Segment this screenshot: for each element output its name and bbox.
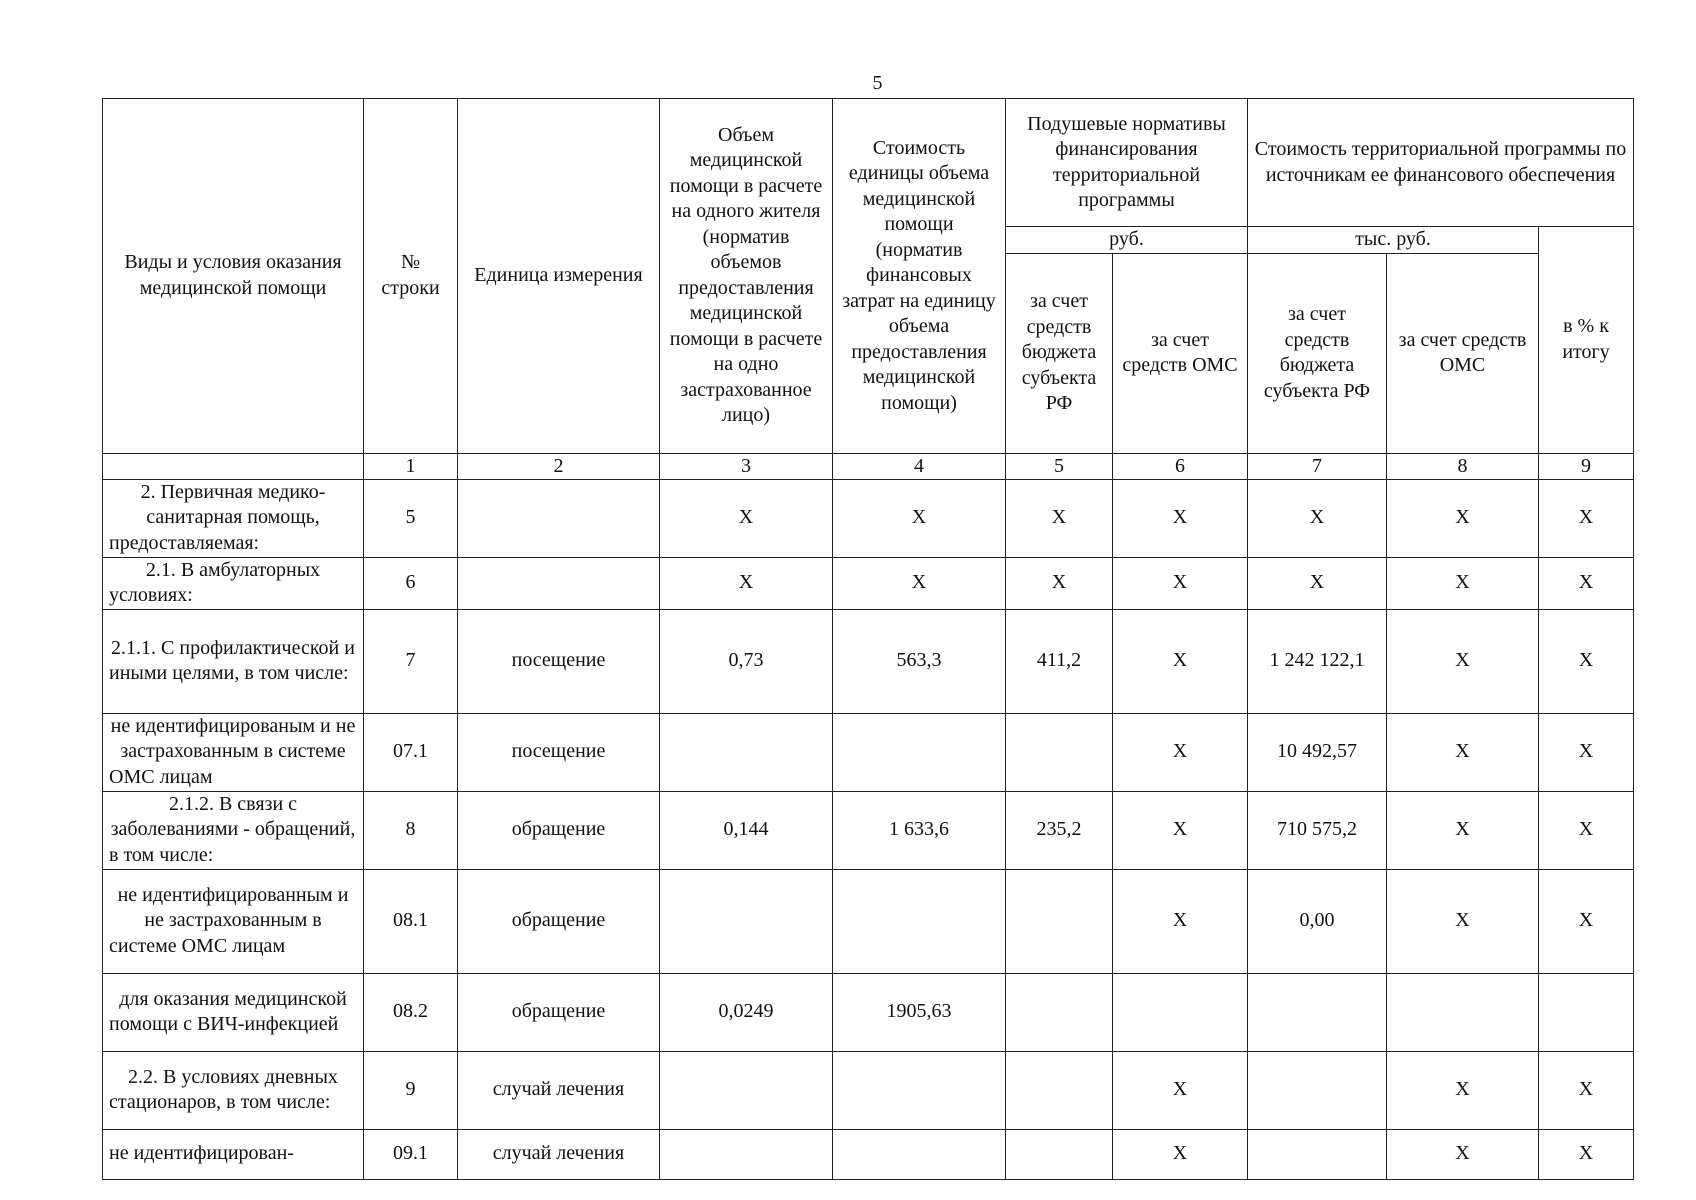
cell-percent: X [1539, 609, 1634, 713]
cell-budget-rub [1006, 973, 1113, 1051]
cell-oms-thousand: X [1387, 791, 1539, 869]
cell-volume: X [660, 479, 833, 557]
row-name: не идентифицирован- [103, 1129, 364, 1179]
cell-oms-thousand: X [1387, 557, 1539, 609]
territorial-program-table [102, 98, 1634, 1180]
row-name: 2.1.1. С профилактической и иными целями, в том числе: [103, 609, 364, 713]
row-number: 6 [364, 557, 458, 609]
column-number: 6 [1113, 453, 1248, 479]
table-row [103, 713, 1634, 791]
row-number: 7 [364, 609, 458, 713]
cell-volume [660, 713, 833, 791]
cell-cost-unit: X [833, 479, 1006, 557]
cell-oms-rub: X [1113, 1129, 1248, 1179]
cell-volume: 0,144 [660, 791, 833, 869]
column-number: 3 [660, 453, 833, 479]
cell-oms-thousand: X [1387, 713, 1539, 791]
header-col-unit: Единица измерения [458, 99, 660, 454]
table-row [103, 1051, 1634, 1129]
cell-percent: X [1539, 791, 1634, 869]
row-number: 08.1 [364, 869, 458, 973]
cell-volume [660, 1051, 833, 1129]
column-numbers-row [103, 453, 1634, 479]
row-number: 08.2 [364, 973, 458, 1051]
cell-budget-thousand [1248, 973, 1387, 1051]
cell-oms-rub: X [1113, 557, 1248, 609]
column-number: 5 [1006, 453, 1113, 479]
header-col-volume: Объем медицинской помощи в расчете на одного жителя (норматив объемов предоставления медицинской помощи в расчете на одно застрахованное лицо) [660, 99, 833, 454]
row-unit: случай лечения [458, 1051, 660, 1129]
cell-budget-thousand: 0,00 [1248, 869, 1387, 973]
cell-cost-unit [833, 1129, 1006, 1179]
cell-percent: X [1539, 869, 1634, 973]
table-row [103, 557, 1634, 609]
row-name: не идентифицированым и не застрахованным в системе ОМС лицам [103, 713, 364, 791]
cell-oms-rub: X [1113, 869, 1248, 973]
cell-percent: X [1539, 1129, 1634, 1179]
cell-oms-rub: X [1113, 479, 1248, 557]
cell-budget-thousand [1248, 1129, 1387, 1179]
header-group-percapita: Подушевые нормативы финансирования территориальной программы [1006, 99, 1248, 227]
column-number: 8 [1387, 453, 1539, 479]
cell-budget-rub: X [1006, 479, 1113, 557]
row-number: 9 [364, 1051, 458, 1129]
cell-oms-thousand [1387, 973, 1539, 1051]
header-col-cost-unit: Стоимость единицы объема медицинской помощи (норматив финансовых затрат на единицу объема предоставления медицинской помощи) [833, 99, 1006, 454]
cell-budget-thousand: 1 242 122,1 [1248, 609, 1387, 713]
row-unit: посещение [458, 713, 660, 791]
row-name: 2. Первичная медико-санитарная помощь, предоставляемая: [103, 479, 364, 557]
cell-volume: 0,73 [660, 609, 833, 713]
cell-budget-rub: X [1006, 557, 1113, 609]
header-sub-oms-6: за счет средств ОМС [1113, 253, 1248, 453]
table-row [103, 479, 1634, 557]
cell-budget-rub [1006, 869, 1113, 973]
cell-cost-unit: 1 633,6 [833, 791, 1006, 869]
cell-oms-thousand: X [1387, 1051, 1539, 1129]
column-number [103, 453, 364, 479]
cell-cost-unit [833, 869, 1006, 973]
cell-volume [660, 1129, 833, 1179]
cell-cost-unit [833, 713, 1006, 791]
row-name: для оказания медицинской помощи с ВИЧ-инфекцией [103, 973, 364, 1051]
cell-budget-rub [1006, 713, 1113, 791]
table-row [103, 609, 1634, 713]
cell-percent: X [1539, 1051, 1634, 1129]
cell-oms-rub: X [1113, 609, 1248, 713]
header-unit-rub: руб. [1006, 227, 1248, 254]
cell-percent: X [1539, 479, 1634, 557]
cell-volume: 0,0249 [660, 973, 833, 1051]
cell-percent: X [1539, 713, 1634, 791]
row-name: 2.2. В условиях дневных стационаров, в том числе: [103, 1051, 364, 1129]
cell-oms-thousand: X [1387, 609, 1539, 713]
column-number: 2 [458, 453, 660, 479]
row-number: 5 [364, 479, 458, 557]
column-number: 1 [364, 453, 458, 479]
cell-oms-rub: X [1113, 713, 1248, 791]
row-unit: обращение [458, 869, 660, 973]
cell-budget-thousand [1248, 1051, 1387, 1129]
cell-budget-rub: 411,2 [1006, 609, 1113, 713]
row-unit: посещение [458, 609, 660, 713]
table-row [103, 791, 1634, 869]
row-name: 2.1.2. В связи с заболеваниями - обращений, в том числе: [103, 791, 364, 869]
cell-percent [1539, 973, 1634, 1051]
cell-oms-thousand: X [1387, 1129, 1539, 1179]
cell-cost-unit [833, 1051, 1006, 1129]
cell-cost-unit: 563,3 [833, 609, 1006, 713]
cell-percent: X [1539, 557, 1634, 609]
cell-budget-thousand: X [1248, 557, 1387, 609]
column-number: 4 [833, 453, 1006, 479]
table-row [103, 973, 1634, 1051]
cell-budget-rub [1006, 1129, 1113, 1179]
cell-budget-thousand: 10 492,57 [1248, 713, 1387, 791]
column-number: 9 [1539, 453, 1634, 479]
header-sub-oms-8: за счет средств ОМС [1387, 253, 1539, 453]
cell-oms-rub: X [1113, 1051, 1248, 1129]
row-number: 09.1 [364, 1129, 458, 1179]
cell-budget-rub [1006, 1051, 1113, 1129]
header-col-row-no: № строки [364, 99, 458, 454]
row-unit [458, 479, 660, 557]
cell-volume [660, 869, 833, 973]
table-row [103, 1129, 1634, 1179]
page-number: 5 [872, 72, 883, 94]
row-number: 07.1 [364, 713, 458, 791]
header-unit-thousand-rub: тыс. руб. [1248, 227, 1539, 254]
row-unit: обращение [458, 973, 660, 1051]
row-unit [458, 557, 660, 609]
cell-cost-unit: 1905,63 [833, 973, 1006, 1051]
column-number: 7 [1248, 453, 1387, 479]
row-name: 2.1. В амбулаторных условиях: [103, 557, 364, 609]
cell-volume: X [660, 557, 833, 609]
header-group-cost-program: Стоимость территориальной программы по источникам ее финансового обеспечения [1248, 99, 1634, 227]
header-sub-percent: в % к итогу [1539, 227, 1634, 454]
cell-oms-rub: X [1113, 791, 1248, 869]
row-unit: случай лечения [458, 1129, 660, 1179]
row-number: 8 [364, 791, 458, 869]
cell-oms-rub [1113, 973, 1248, 1051]
table-row [103, 869, 1634, 973]
header-col-type: Виды и условия оказания медицинской помощи [103, 99, 364, 454]
cell-budget-rub: 235,2 [1006, 791, 1113, 869]
cell-oms-thousand: X [1387, 869, 1539, 973]
row-unit: обращение [458, 791, 660, 869]
row-name: не идентифицированным и не застрахованным в системе ОМС лицам [103, 869, 364, 973]
cell-budget-thousand: X [1248, 479, 1387, 557]
header-sub-budget-rf-5: за счет средств бюджета субъекта РФ [1006, 253, 1113, 453]
cell-cost-unit: X [833, 557, 1006, 609]
header-sub-budget-rf-7: за счет средств бюджета субъекта РФ [1248, 253, 1387, 453]
cell-budget-thousand: 710 575,2 [1248, 791, 1387, 869]
cell-oms-thousand: X [1387, 479, 1539, 557]
